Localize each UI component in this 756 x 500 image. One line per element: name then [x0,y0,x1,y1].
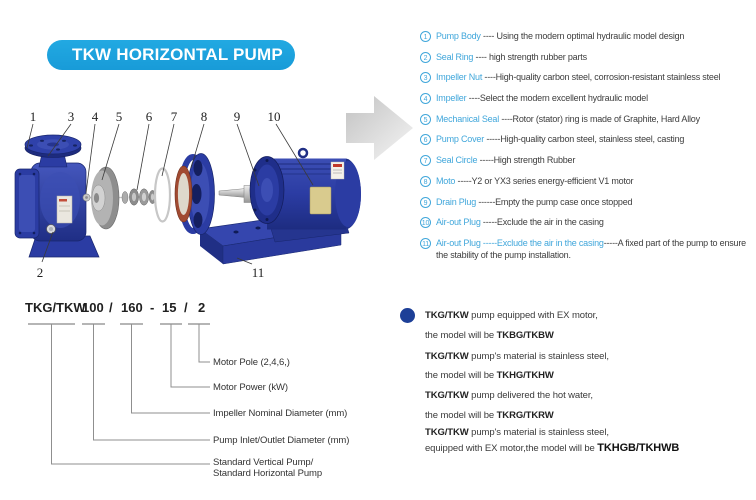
model-label-motor-power: Motor Power (kW) [213,382,288,393]
circled-number: 7 [420,155,431,166]
parts-list-item [420,238,754,261]
part-desc: ----Select the modern excellent hydraulic model [466,93,648,103]
callout-numbers [30,109,281,280]
bullet-icon [400,308,415,323]
part-name: Drain Plug [436,197,477,207]
model-code-connectors [28,324,210,464]
part-name: Seal Ring [436,52,474,62]
variant-line: TKG/TKW pump delivered the hot water, [425,390,593,401]
variant-line: TKG/TKW pump's material is stainless steel, [425,351,609,362]
model-separator: / [184,300,188,315]
pump-cover-illustration [175,154,215,235]
callout-8: 8 [200,109,208,124]
title-banner [47,40,295,70]
part-desc: -----Y2 or YX3 series energy-efficient V1 motor [455,176,634,186]
circled-number: 9 [420,197,431,208]
part-name: Pump Cover [436,134,485,144]
model-separator: / [109,300,113,315]
parts-list-item [420,52,754,64]
callout-leader-lines [27,124,313,264]
parts-list-item [420,134,754,146]
circled-number: 8 [420,176,431,187]
parts-list-item [420,176,754,188]
callout-6: 6 [145,109,153,124]
model-code: TKHGB/TKHWB [597,442,680,454]
model-label-standard-vertical: Standard Vertical Pump/ [213,457,314,468]
impeller-illustration [83,167,122,229]
callout-11: 11 [251,265,265,280]
seal-circle-illustration [155,169,170,222]
parts-list-item [420,72,754,84]
model-code: TKHG/TKHW [496,370,554,381]
part-name: Air-out Plug [436,217,481,227]
model-segment-pole: 2 [198,300,206,315]
pump-body-illustration [15,135,99,257]
variant-line: the model will be TKBG/TKBW [425,330,554,341]
part-name: Seal Circle [436,155,478,165]
model-code: TKRG/TKRW [496,410,554,421]
part-desc: -----High strength Rubber [477,155,576,165]
variant-line: the model will be TKRG/TKRW [425,410,554,421]
circled-number: 6 [420,134,431,145]
callout-2: 2 [36,265,44,280]
model-segment-inlet: 100 [82,300,104,315]
right-arrow-icon [346,96,413,160]
callout-3: 3 [67,109,75,124]
part-desc: -----High-quality carbon steel, stainless steel, casting [484,134,685,144]
variant-line: the model will be TKHG/TKHW [425,370,554,381]
part-desc: ---- high strength rubber parts [473,52,587,62]
model-code: TKBG/TKBW [496,330,554,341]
model-label-motor-pole: Motor Pole (2,4,6,) [213,357,290,368]
variant-line: TKG/TKW pump equipped with EX motor, [425,310,598,321]
callout-5: 5 [115,109,123,124]
model-segment-series: TKG/TKW [25,300,86,315]
parts-list-item [420,31,754,43]
part-desc: ----Rotor (stator) ring is made of Graphite, Hard Alloy [499,114,700,124]
callout-7: 7 [170,109,178,124]
model-separator: - [150,300,155,315]
part-name: Mechanical Seal [436,114,500,124]
model-label-standard-horizontal: Standard Horizontal Pump [213,468,323,479]
parts-list-item [420,217,754,229]
motor-and-base-illustration [200,149,361,264]
circled-number: 1 [420,31,431,42]
part-name: Impeller Nut [436,72,483,82]
part-desc: ---- Using the modern optimal hydraulic model design [480,31,685,41]
mechanical-seal-illustration [122,189,156,205]
circled-number: 5 [420,114,431,125]
circled-number: 4 [420,93,431,104]
part-name: Impeller [436,93,467,103]
model-label-inlet-outlet: Pump Inlet/Outlet Diameter (mm) [213,435,350,446]
model-segment-power: 15 [162,300,177,315]
callout-10: 10 [267,109,281,124]
part-name: Pump Body [436,31,481,41]
circled-number: 3 [420,72,431,83]
model-segment-impeller: 160 [121,300,143,315]
page-title: TKW HORIZONTAL PUMP [72,45,283,64]
circled-number: 10 [420,217,431,228]
parts-list-item [420,197,754,209]
circled-number: 2 [420,52,431,63]
callout-4: 4 [91,109,99,124]
part-desc: ----High-quality carbon steel, corrosion-resistant stainless steel [482,72,721,82]
circled-number: 11 [420,238,431,249]
variant-line: equipped with EX motor,the model will be TKHGB/TKHWB [425,442,680,454]
part-desc: -----Exclude the air in the casing [480,217,604,227]
part-desc: ------Empty the pump case once stopped [476,197,633,207]
part-name: Moto [436,176,456,186]
variant-line: TKG/TKW pump's material is stainless steel, [425,427,609,438]
model-label-impeller-dia: Impeller Nominal Diameter (mm) [213,408,348,419]
part-desc: -----A fixed part of the pump to ensure the stability of the pump installation. [436,238,746,260]
callout-1: 1 [29,109,37,124]
part-name: Air-out Plug -----Exclude the air in the casing [436,238,604,248]
parts-list-item [420,155,754,167]
callout-9: 9 [233,109,241,124]
parts-list-item [420,114,754,126]
parts-list-item [420,93,754,105]
